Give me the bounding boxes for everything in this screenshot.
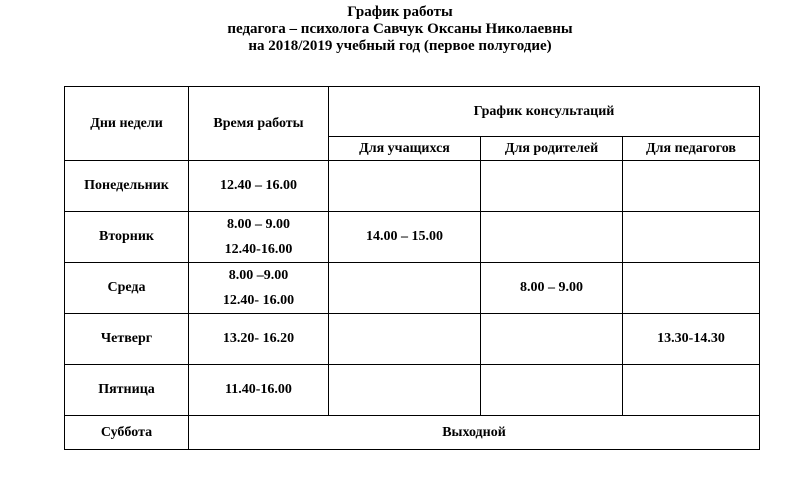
hours-cell [189, 212, 329, 263]
subheader-parents: Для родителей [481, 137, 623, 161]
teachers-cell [623, 263, 760, 314]
hours-cell: 11.40-16.00 [189, 365, 329, 416]
title-line-3: на 2018/2019 учебный год (первое полугодие) [248, 38, 552, 54]
day-cell: Четверг [65, 314, 189, 365]
hours-cell: 13.20- 16.20 [189, 314, 329, 365]
title-line-1: График работы [347, 4, 453, 20]
table-row [65, 314, 760, 365]
hours-line-1: 8.00 – 9.00 [227, 217, 290, 232]
table-row [65, 212, 760, 263]
teachers-cell [623, 365, 760, 416]
table-row [65, 365, 760, 416]
hours-line-2: 12.40-16.00 [224, 242, 293, 257]
parents-cell [481, 314, 623, 365]
teachers-cell: 13.30-14.30 [623, 314, 760, 365]
teachers-cell [623, 212, 760, 263]
day-cell: Понедельник [65, 161, 189, 212]
day-cell: Пятница [65, 365, 189, 416]
students-cell [329, 263, 481, 314]
subheader-teachers: Для педагогов [623, 137, 760, 161]
title-line-2: педагога – психолога Савчук Оксаны Николаевны [227, 21, 573, 37]
hours-cell: 12.40 – 16.00 [189, 161, 329, 212]
day-cell: Суббота [65, 416, 189, 450]
header-days: Дни недели [65, 87, 189, 161]
hours-line-1: 8.00 –9.00 [228, 268, 289, 283]
day-off-cell: Выходной [189, 416, 760, 450]
header-row [65, 87, 760, 137]
parents-cell [481, 365, 623, 416]
students-cell [329, 314, 481, 365]
subheader-students: Для учащихся [329, 137, 481, 161]
header-consultations: График консультаций [329, 87, 760, 137]
students-cell [329, 161, 481, 212]
schedule-table [64, 86, 760, 450]
table-row [65, 161, 760, 212]
header-hours: Время работы [189, 87, 329, 161]
hours-cell [189, 263, 329, 314]
day-cell: Среда [65, 263, 189, 314]
parents-cell [481, 161, 623, 212]
day-cell: Вторник [65, 212, 189, 263]
students-cell: 14.00 – 15.00 [329, 212, 481, 263]
saturday-row [65, 416, 760, 450]
table-row [65, 263, 760, 314]
students-cell [329, 365, 481, 416]
teachers-cell [623, 161, 760, 212]
parents-cell [481, 212, 623, 263]
parents-cell: 8.00 – 9.00 [481, 263, 623, 314]
document-title [0, 4, 800, 55]
hours-line-2: 12.40- 16.00 [222, 293, 295, 308]
